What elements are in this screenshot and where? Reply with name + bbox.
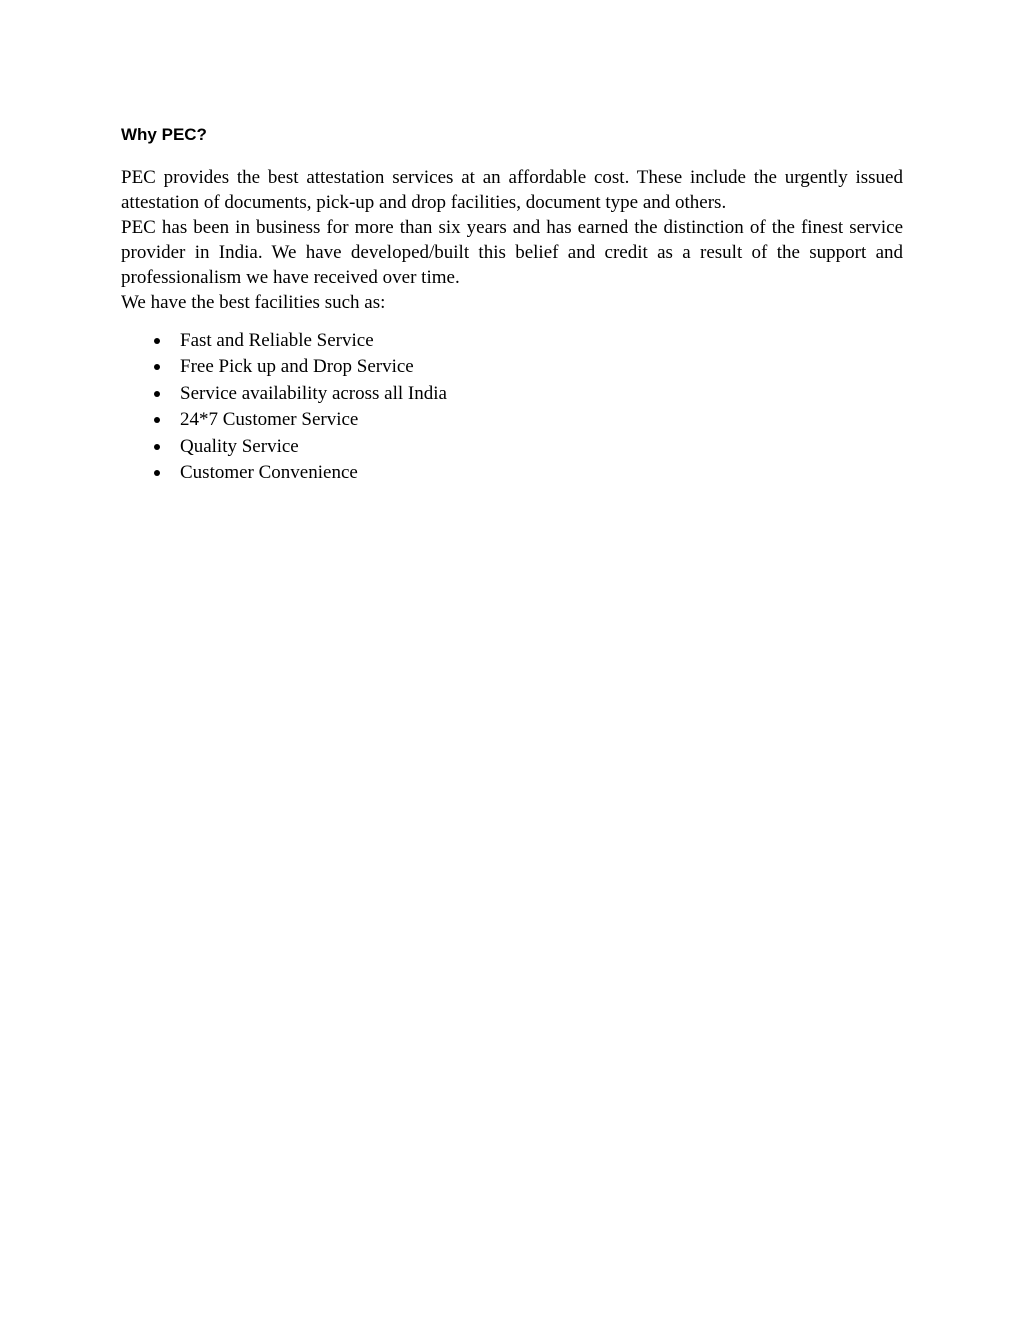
list-item-label: Free Pick up and Drop Service <box>180 356 414 378</box>
paragraph-facilities-intro: We have the best facilities such as: <box>121 292 386 313</box>
list-item <box>121 328 447 354</box>
bullet-icon <box>154 364 160 370</box>
bullet-icon <box>154 444 160 450</box>
list-item <box>121 381 447 407</box>
bullet-icon <box>154 338 160 344</box>
bullet-icon <box>154 391 160 397</box>
section-heading: Why PEC? <box>121 125 207 144</box>
bullet-icon <box>154 417 160 423</box>
list-item-label: Customer Convenience <box>180 462 358 484</box>
list-item-label: Fast and Reliable Service <box>180 330 374 351</box>
paragraph-services: PEC provides the best attestation services at an affordable cost. These include the urgently issued attestation of documents, pick-up and drop facilities, document type and others. <box>121 167 903 213</box>
paragraph-experience: PEC has been in business for more than six years and has earned the distinction of the finest service provider in India. We have developed/built this belief and credit as a result of the support and professionalism we have received over time. <box>121 217 903 288</box>
body-text <box>121 165 903 315</box>
list-item-label: Service availability across all India <box>180 382 447 404</box>
list-item <box>121 354 447 380</box>
list-item <box>121 407 447 433</box>
bullet-icon <box>154 470 160 476</box>
facilities-list <box>121 328 447 486</box>
list-item <box>121 434 447 460</box>
list-item-label: 24*7 Customer Service <box>180 409 359 431</box>
list-item <box>121 460 447 486</box>
list-item-label: Quality Service <box>180 435 299 457</box>
